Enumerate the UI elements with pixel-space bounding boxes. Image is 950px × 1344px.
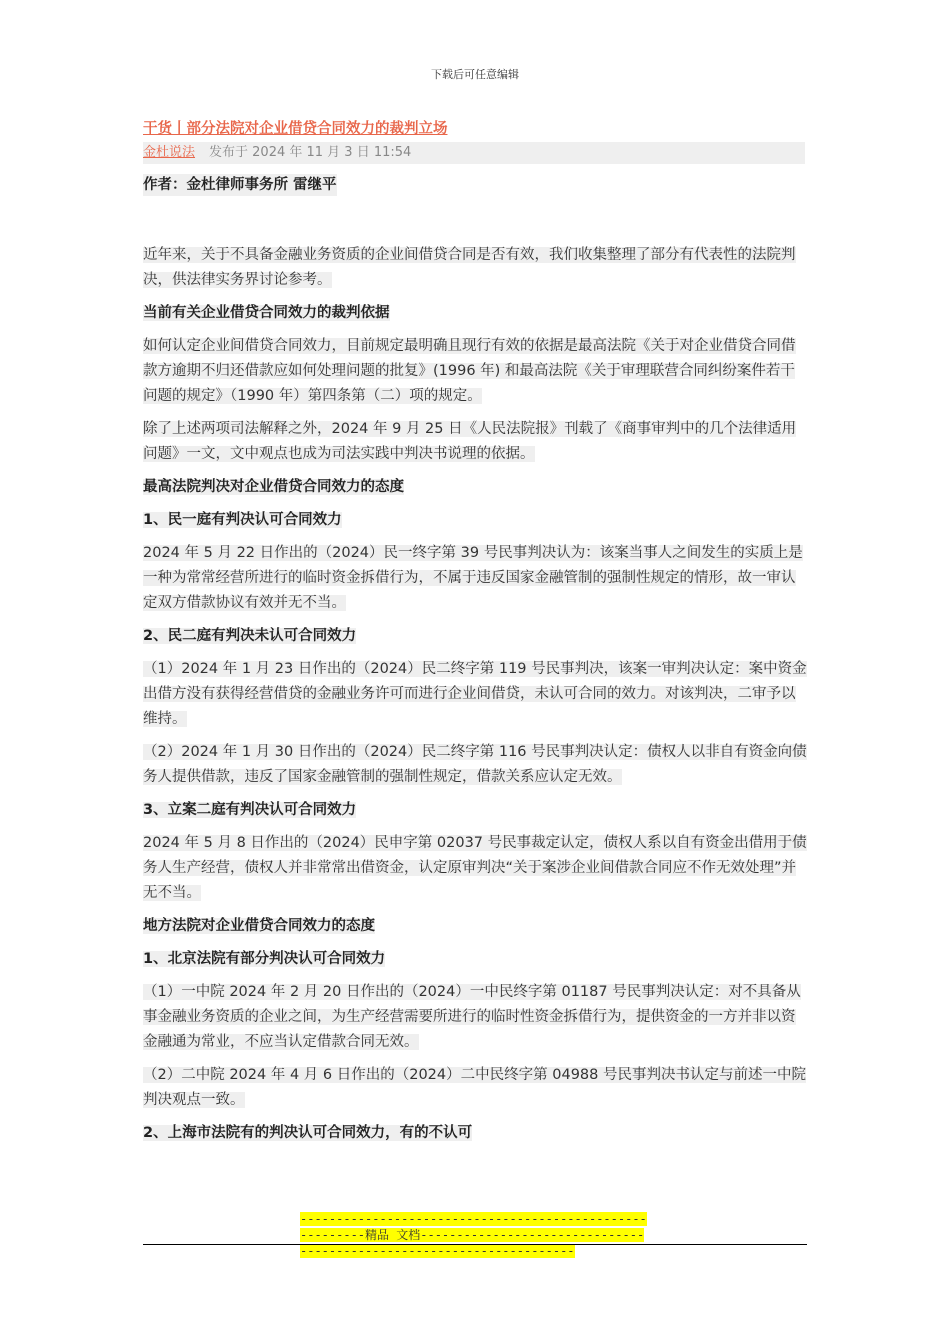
article-title[interactable]: 干货丨部分法院对企业借贷合同效力的裁判立场	[143, 121, 448, 137]
paragraph: （2）二中院 2024 年 4 月 6 日作出的（2024）二中民终字第 04988 号民事判决书认定与前述一中院判决观点一致。	[143, 1067, 806, 1108]
paragraph: 2024 年 5 月 22 日作出的（2024）民一终字第 39 号民事判决认为：该案当事人之间发生的实质上是一种为常常经营所进行的临时资金拆借行为，不属于违反国家金融管制的强制性规定的情形，故一审认定双方借款协议有效并无不当。	[143, 545, 803, 611]
paragraph: 除了上述两项司法解释之外，2024 年 9 月 25 日《人民法院报》刊载了《商事审判中的几个法律适用问题》一文，文中观点也成为司法实践中判决书说理的依据。	[143, 421, 797, 462]
article-meta	[143, 142, 805, 164]
paragraph: （1）2024 年 1 月 23 日作出的（2024）民二终字第 119 号民事判决，该案一审判决认定：案中资金出借方没有获得经营借贷的金融业务许可而进行企业间借贷，未认可合同的效力。对该判决，二审予以维持。	[143, 661, 807, 727]
section-heading: 最高法院判决对企业借贷合同效力的态度	[143, 479, 404, 495]
article-content	[143, 118, 807, 1154]
paragraph: 近年来，关于不具备金融业务资质的企业间借贷合同是否有效，我们收集整理了部分有代表性的法院判决，供法律实务界讨论参考。	[143, 247, 796, 288]
subsection-heading: 2、民二庭有判决未认可合同效力	[143, 628, 357, 644]
section-heading: 地方法院对企业借贷合同效力的态度	[143, 918, 375, 934]
subsection-heading: 1、民一庭有判决认可合同效力	[143, 512, 342, 528]
author-line: 作者：金杜律师事务所 雷继平	[143, 174, 337, 196]
paragraph: 如何认定企业间借贷合同效力，目前规定最明确且现行有效的依据是最高法院《关于对企业借贷合同借款方逾期不归还借款应如何处理问题的批复》(1996 年) 和最高法院《关于审理联营合同纠纷案件若干问题的规定》（1990 年）第四条第（二）项的规定。	[143, 338, 796, 404]
header-note: 下载后可任意编辑	[431, 68, 519, 81]
section-heading: 当前有关企业借贷合同效力的裁判依据	[143, 305, 390, 321]
paragraph: 2024 年 5 月 8 日作出的（2024）民申字第 02037 号民事裁定认定，债权人系以自有资金出借用于债务人生产经营，债权人并非常常出借资金，认定原审判决“关于案涉企业间借款合同应不作无效处理”并无不当。	[143, 835, 807, 901]
paragraph: （1）一中院 2024 年 2 月 20 日作出的（2024）一中民终字第 01187 号民事判决认定：对不具备从事金融业务资质的企业之间，为生产经营需要所进行的临时性资金拆借行为，提供资金的一方并非以资金融通为常业，不应当认定借款合同无效。	[143, 984, 801, 1050]
publish-date: 发布于 2024 年 11 月 3 日 11:54	[209, 145, 412, 160]
footer-banner: ---------------------------------------------------------精品 文档---------------------------------------------------------------------	[300, 1212, 647, 1258]
subsection-heading: 1、北京法院有部分判决认可合同效力	[143, 951, 386, 967]
paragraph: （2）2024 年 1 月 30 日作出的（2024）民二终字第 116 号民事判决认定：债权人以非自有资金向债务人提供借款，违反了国家金融管制的强制性规定，借款关系应认定无效。	[143, 744, 807, 785]
source-link[interactable]: 金杜说法	[143, 145, 196, 160]
subsection-heading: 3、立案二庭有判决认可合同效力	[143, 802, 357, 818]
footer-divider	[143, 1244, 807, 1245]
subsection-heading: 2、上海市法院有的判决认可合同效力，有的不认可	[143, 1125, 473, 1141]
